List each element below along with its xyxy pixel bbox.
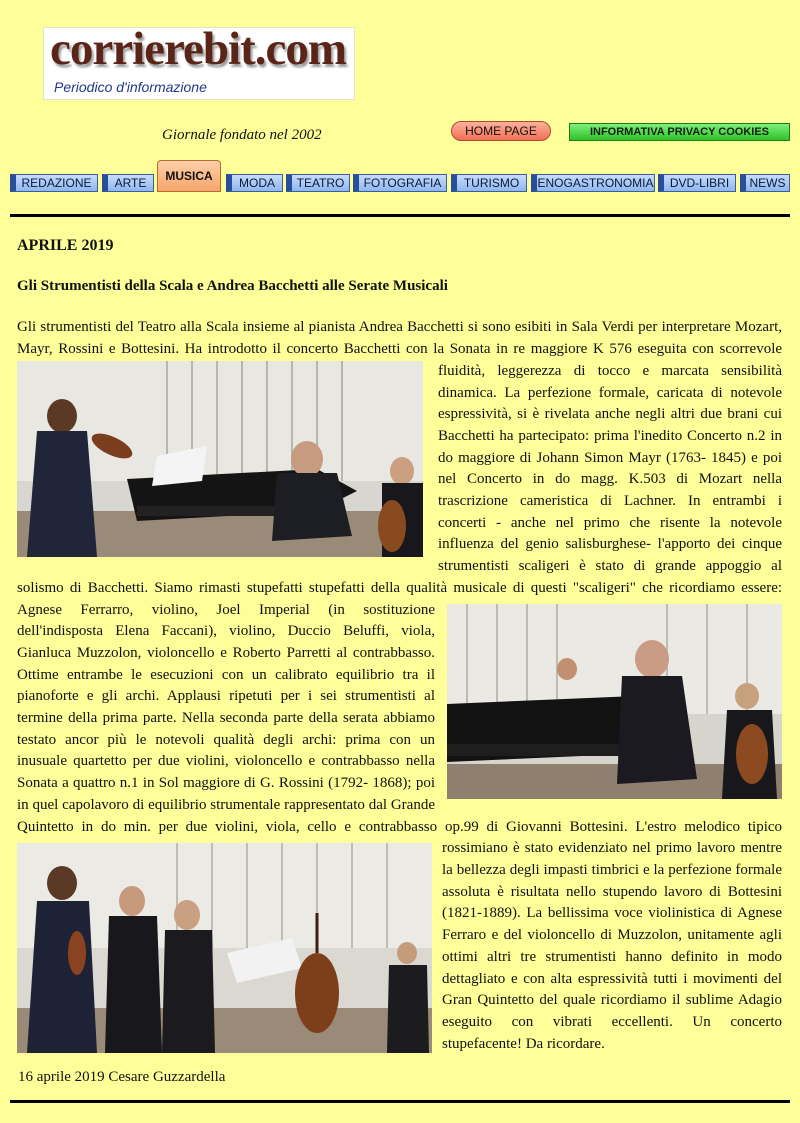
article-paragraph: Gli strumentisti del Teatro alla Scala insieme al pianista Andrea Bacchetti si sono esibiti in Sala Verdi per interpretare Mozart, Mayr, Rossini e Bottesini. Ha introdotto il concerto Bacchetti con la Sonata in re maggiore K 576 eseguita con	[17, 319, 782, 358]
top-divider	[10, 214, 790, 217]
nav-item-moda[interactable]: MODA	[226, 174, 283, 192]
concert-photo-pianist	[447, 604, 782, 799]
article-paragraph: Bottesini. L'estro melodico tipico rossimiano è stato evidenziato nel primo lavoro mentre la bellezza degli impasti timbrici e la perfezione formale assoluta è risultata nello stupendo lavoro di Bottesini (1821-1889). La bellissima voce violinistica di Agnese Ferraro e del violoncello di Muzzolon, unitamente agli ottimi altri tre strumentisti hanno definito in modo dettagliato e con alta espressività tutti i movimenti del Gran Quintetto del quale ricordiamo il sublime Adagio eseguito con vibrati eccellenti. Un concerto stupefacente! Da ricordare.	[442, 818, 783, 1052]
home-page-button[interactable]: HOME PAGE	[451, 121, 551, 141]
nav-item-teatro[interactable]: TEATRO	[286, 174, 350, 192]
nav-item-dvd-libri[interactable]: DVD-LIBRI	[658, 174, 736, 192]
nav-item-arte[interactable]: ARTE	[102, 174, 154, 192]
nav-item-musica[interactable]: MUSICA	[157, 160, 221, 192]
nav-item-enogastronomia[interactable]: ENOGASTRONOMIA	[531, 174, 655, 192]
logo-title: corrierebit.com	[50, 23, 346, 75]
concert-photo-quintet-bow	[17, 843, 432, 1053]
article-paragraph: ricordiamo essere: Agnese Ferrarro, violino, Joel Imperial (in sostituzione dell'indisposta Elena Faccani), violino, Duccio Beluffi, viola, Gianluca Muzzolon, violoncello e Roberto Parretti al contrabbasso. Ottime entrambe le esecuzioni con un calibrato equilibrio tra il pianoforte e gli archi. Applausi ripetuti per i sei strumentisti al termine della prima parte. Nella seconda parte della serata abbiamo testato ancor più le notevoli qualità degli archi: prima con un inusuale quartetto per due violini, violoncello e contrabbasso nella Sonata a quattro n.1 in Sol maggiore di G. Rossini (1792- 1868); poi in quel capolavoro di equilibrio strumentale rappresentato dal Grande Quintetto in do min. per due violini, viola, cello e contrabbasso op.99 di Giovanni	[17, 579, 783, 835]
article-paragraph: scorrevole fluidità, leggerezza di tocco e marcata sensibilità dinamica. La perfezione formale, caricata di notevole espressività, si è rivelata anche negli altri due brani cui Bacchetti ha partecipato: prima l'inedito Concerto n.2 in do maggiore di Johann Simon Mayr (1763- 1845) e poi nel Concerto in do magg. K.503 di Mozart nella trascrizione cameristica di Lachner. In entrambi i concerti - anche nel primo che risente la notevole influenza del genio salisburghese- l'apporto dei cinque strumentisti scaligeri è stato di grande appoggio al solismo di Bacchetti. Siamo rimasti stupefatti stupefatti della qualità musicale di questi "scaligeri" che	[17, 341, 783, 596]
bottom-divider	[10, 1100, 790, 1103]
article-body	[17, 317, 782, 1055]
nav-item-turismo[interactable]: TURISMO	[451, 174, 527, 192]
article-headline: Gli Strumentisti della Scala e Andrea Bacchetti alle Serate Musicali	[17, 277, 448, 294]
founded-tagline: Giornale fondato nel 2002	[162, 127, 322, 143]
nav-item-news[interactable]: NEWS	[740, 174, 790, 192]
nav-item-fotografia[interactable]: FOTOGRAFIA	[353, 174, 447, 192]
site-logo[interactable]	[43, 23, 355, 100]
nav-item-redazione[interactable]: REDAZIONE	[10, 174, 98, 192]
article	[17, 226, 782, 1057]
article-byline: 16 aprile 2019 Cesare Guzzardella	[18, 1069, 226, 1085]
section-nav	[0, 158, 800, 198]
concert-photo-piano-violin	[17, 361, 423, 557]
article-date-title: APRILE 2019	[17, 237, 114, 254]
logo-subtitle: Periodico d'informazione	[54, 79, 207, 95]
privacy-cookies-button[interactable]: INFORMATIVA PRIVACY COOKIES	[569, 123, 790, 141]
